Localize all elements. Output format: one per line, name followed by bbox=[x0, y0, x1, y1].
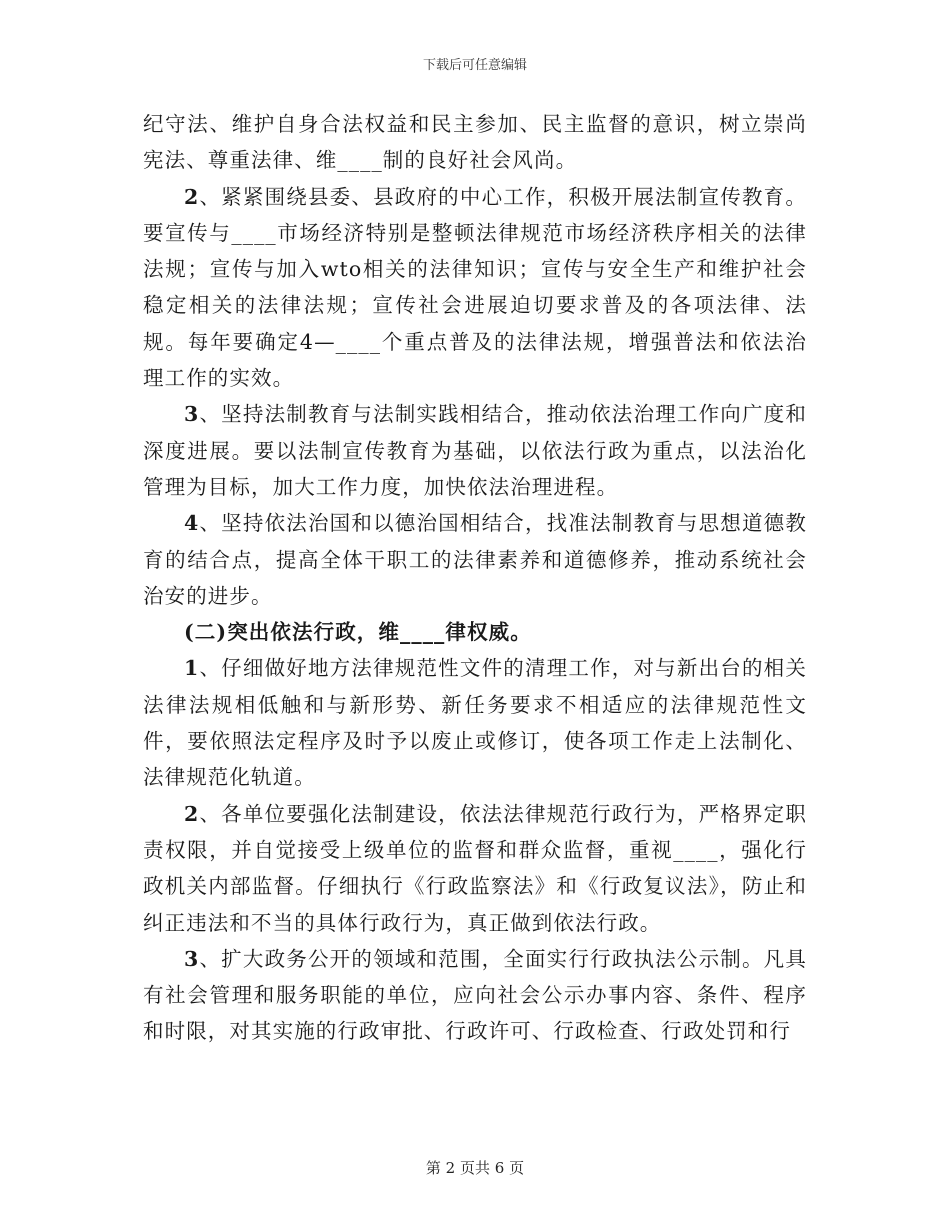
heading-text: (二)突出依法行政，维____律权威。 bbox=[184, 620, 532, 645]
item-number: 3 bbox=[184, 946, 200, 971]
section-heading bbox=[143, 614, 807, 650]
paragraph-text: 、紧紧围绕县委、县政府的中心工作，积极开展法制宣传教育。要宣传与____市场经济特别是整顿法律规范市场经济秩序相关的法律法规；宣传与加入wto相关的法律知识；宣传与安全生产和维护社会稳定相关的法律法规；宣传社会进展迫切要求普及的各项法律、法规。每年要确定4—____个重点普及的法律法规，增强普法和依法治理工作的实效。 bbox=[143, 184, 807, 391]
item-number: 4 bbox=[184, 511, 200, 536]
item-number: 2 bbox=[184, 801, 200, 826]
page-footer: 第 2 页共 6 页 bbox=[425, 1159, 525, 1177]
paragraph-text: 、各单位要强化法制建设，依法法律规范行政行为，严格界定职责权限，并自觉接受上级单位的监督和群众监督，重视____，强化行政机关内部监督。仔细执行《行政监察法》和《行政复议法》，防止和纠正违法和不当的具体行政行为，真正做到依法行政。 bbox=[143, 801, 807, 935]
paragraph-item-2b bbox=[143, 796, 807, 941]
item-number: 3 bbox=[184, 402, 200, 427]
paragraph-item-3 bbox=[143, 396, 807, 505]
paragraph-item-3b bbox=[143, 941, 807, 1050]
item-number: 1 bbox=[184, 656, 200, 681]
paragraph-text: 、扩大政务公开的领域和范围，全面实行行政执法公示制。凡具有社会管理和服务职能的单位，应向社会公示办事内容、条件、程序和时限，对其实施的行政审批、行政许可、行政检查、行政处罚和行 bbox=[143, 946, 807, 1044]
page-header: 下载后可任意编辑 bbox=[422, 58, 527, 73]
paragraph-item-2 bbox=[143, 179, 807, 397]
paragraph-text: 、仔细做好地方法律规范性文件的清理工作，对与新出台的相关法律法规相低触和与新形势、新任务要求不相适应的法律规范性文件，要依照法定程序及时予以废止或修订，使各项工作走上法制化、法律规范化轨道。 bbox=[143, 656, 807, 790]
paragraph-text: 、坚持法制教育与法制实践相结合，推动依法治理工作向广度和深度进展。要以法制宣传教育为基础，以依法行政为重点，以法治化管理为目标，加大工作力度，加快依法治理进程。 bbox=[143, 402, 807, 499]
paragraph-item-1 bbox=[143, 650, 807, 795]
document-body bbox=[143, 106, 807, 1050]
item-number: 2 bbox=[184, 184, 200, 209]
paragraph-continuation bbox=[143, 106, 807, 179]
paragraph-item-4 bbox=[143, 505, 807, 614]
paragraph-text: 纪守法、维护自身合法权益和民主参加、民主监督的意识，树立崇尚宪法、尊重法律、维____制的良好社会风尚。 bbox=[143, 112, 807, 173]
paragraph-text: 、坚持依法治国和以德治国相结合，找准法制教育与思想道德教育的结合点，提高全体干职工的法律素养和道德修养，推动系统社会治安的进步。 bbox=[143, 511, 807, 608]
